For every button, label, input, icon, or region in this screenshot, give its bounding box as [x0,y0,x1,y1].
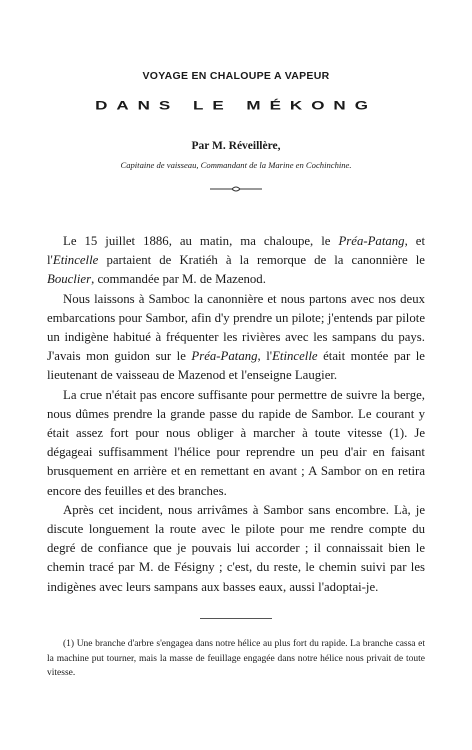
ornament-divider [204,184,268,194]
paragraph-2: Nous laissons à Samboc la canonnière et nous partons avec nos deux embarcations pour Sambor, afin d'y prendre un pilote; j'entends par pilote un indigène habitué à fréquenter les rivières avec les sampans du pays. J'avais mon guidon sur le Préa-Patang, l'Etincelle était montée par le lieutenant de vaisseau de Mazenod et l'enseigne Laugier. [47,291,425,383]
article-supertitle: VOYAGE EN CHALOUPE A VAPEUR [142,70,330,82]
footnote [47,637,425,681]
paragraph-3: La crue n'était pas encore suffisante pour permettre de suivre la berge, nous dûmes prendre la grande passe du rapide de Sambor. Le courant y était assez fort pour nous obliger à marcher à toute vitesse (1). Je dégageai suffisamment l'hélice pour reprendre un peu d'air en faisant brusquement en arrière et en remettant en avant ; A Sambor on en retira encore des feuilles et des branches. [47,387,425,498]
author-line: Par M. Réveillère, [191,140,281,152]
article-title: DANS LE MÉKONG [95,98,377,113]
article-body [47,232,425,597]
footnote-rule [200,618,272,619]
footnote-text: (1) Une branche d'arbre s'engagea dans notre hélice au plus fort du rapide. La branche cassa et la machine put tourner, mais la masse de feuillage engagée dans notre hélice nous privait de toute vitesse. [47,639,425,678]
author-affiliation: Capitaine de vaisseau, Commandant de la Marine en Cochinchine. [120,160,352,170]
paragraph-4: Après cet incident, nous arrivâmes à Sambor sans encombre. Là, je discute longuement la route avec le pilote pour me rendre compte du degré de confiance que je pouvais lui accorder ; il connaissait bien le chemin tracé par M. de Fésigny ; c'est, du reste, le chemin suivi par les indigènes avec leurs sampans aux basses eaux, aussi l'adoptai-je. [47,502,425,594]
paragraph-1: Le 15 juillet 1886, au matin, ma chaloupe, le Préa-Patang, et l'Etincelle partaient de Kratiéh à la remorque de la canonnière le Bouclier, commandée par M. de Mazenod. [47,234,425,287]
